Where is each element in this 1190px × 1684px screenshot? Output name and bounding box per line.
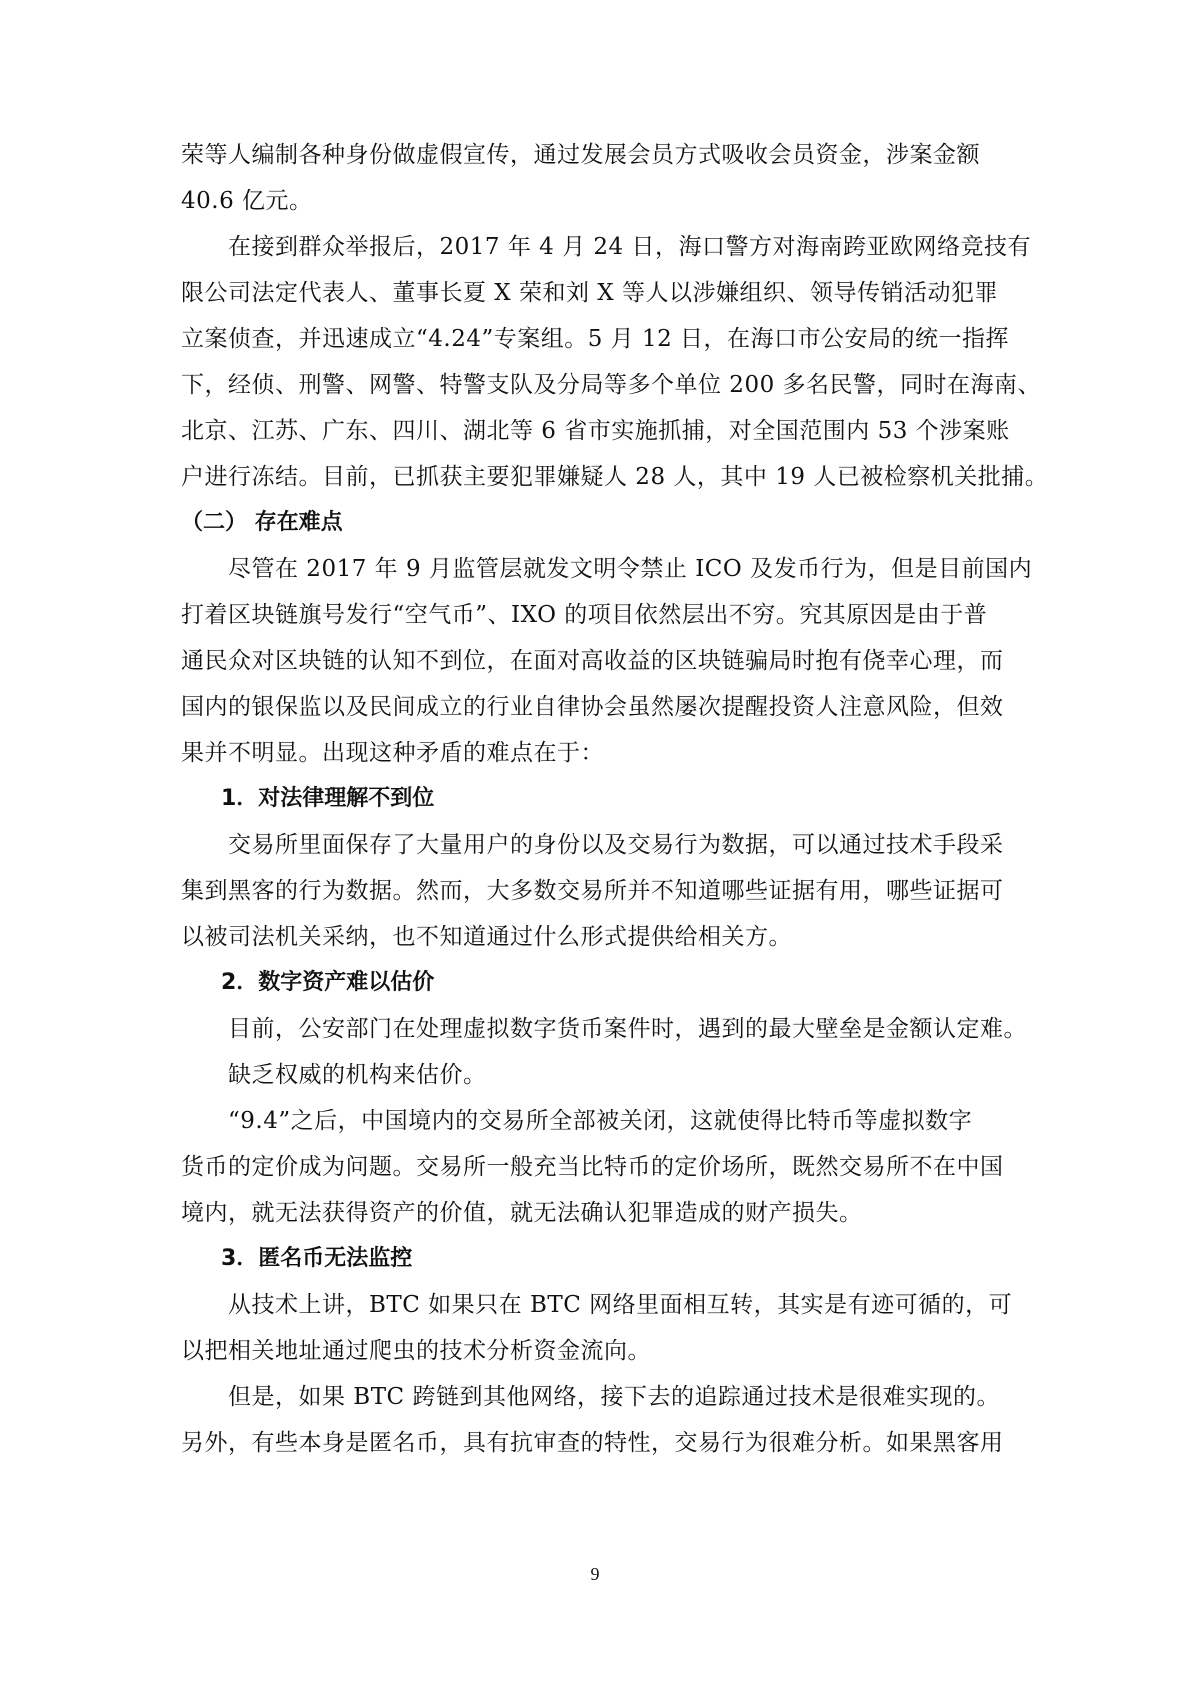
body-line: 以被司法机关采纳，也不知道通过什么形式提供给相关方。 <box>181 924 792 950</box>
body-line: 货币的定价成为问题。交易所一般充当比特币的定价场所，既然交易所不在中国 <box>181 1154 1004 1180</box>
body-line: 尽管在 2017 年 9 月监管层就发文明令禁止 ICO 及发币行为，但是目前国内 <box>228 556 1033 582</box>
body-line: 国内的银保监以及民间成立的行业自律协会虽然屡次提醒投资人注意风险，但效 <box>181 694 1004 720</box>
body-line: 40.6 亿元。 <box>181 188 313 214</box>
body-line: 打着区块链旗号发行“空气币”、IXO 的项目依然层出不穷。究其原因是由于普 <box>181 602 988 628</box>
subsection-heading: 1．对法律理解不到位 <box>221 786 435 811</box>
body-line: 限公司法定代表人、董事长夏 X 荣和刘 X 等人以涉嫌组织、领导传销活动犯罪 <box>181 280 998 306</box>
body-line: 从技术上讲，BTC 如果只在 BTC 网络里面相互转，其实是有迹可循的，可 <box>228 1292 1013 1318</box>
body-line: 以把相关地址通过爬虫的技术分析资金流向。 <box>181 1338 651 1364</box>
body-line: 荣等人编制各种身份做虚假宣传，通过发展会员方式吸收会员资金，涉案金额 <box>181 142 980 168</box>
body-line: 集到黑客的行为数据。然而，大多数交易所并不知道哪些证据有用，哪些证据可 <box>181 878 1004 904</box>
body-line: 在接到群众举报后，2017 年 4 月 24 日，海口警方对海南跨亚欧网络竞技有 <box>228 234 1031 260</box>
subsection-heading: 2．数字资产难以估价 <box>221 970 435 995</box>
body-line: 北京、江苏、广东、四川、湖北等 6 省市实施抓捕，对全国范围内 53 个涉案账 <box>181 418 1010 444</box>
section-heading: （二） 存在难点 <box>181 510 343 535</box>
body-line: 下，经侦、刑警、网警、特警支队及分局等多个单位 200 多名民警，同时在海南、 <box>181 372 1042 398</box>
page-number: 9 <box>590 1564 600 1584</box>
body-line: 交易所里面保存了大量用户的身份以及交易行为数据，可以通过技术手段采 <box>228 832 1004 858</box>
body-line: 另外，有些本身是匿名币，具有抗审查的特性，交易行为很难分析。如果黑客用 <box>181 1430 1004 1456</box>
document-body <box>181 132 1049 1466</box>
body-line: 但是，如果 BTC 跨链到其他网络，接下去的追踪通过技术是很难实现的。 <box>228 1384 1000 1410</box>
body-line: 通民众对区块链的认知不到位，在面对高收益的区块链骗局时抱有侥幸心理，而 <box>181 648 1004 674</box>
body-line: 目前，公安部门在处理虚拟数字货币案件时，遇到的最大壁垒是金额认定难。 <box>228 1016 1027 1042</box>
body-line: 缺乏权威的机构来估价。 <box>228 1062 487 1088</box>
body-line: “9.4”之后，中国境内的交易所全部被关闭，这就使得比特币等虚拟数字 <box>228 1108 973 1134</box>
body-line: 果并不明显。出现这种矛盾的难点在于： <box>181 740 604 766</box>
body-line: 户进行冻结。目前，已抓获主要犯罪嫌疑人 28 人，其中 19 人已被检察机关批捕。 <box>181 464 1049 490</box>
body-line: 立案侦查，并迅速成立“4.24”专案组。5 月 12 日，在海口市公安局的统一指挥 <box>181 326 1010 352</box>
body-line: 境内，就无法获得资产的价值，就无法确认犯罪造成的财产损失。 <box>181 1200 863 1226</box>
subsection-heading: 3．匿名币无法监控 <box>221 1246 413 1271</box>
